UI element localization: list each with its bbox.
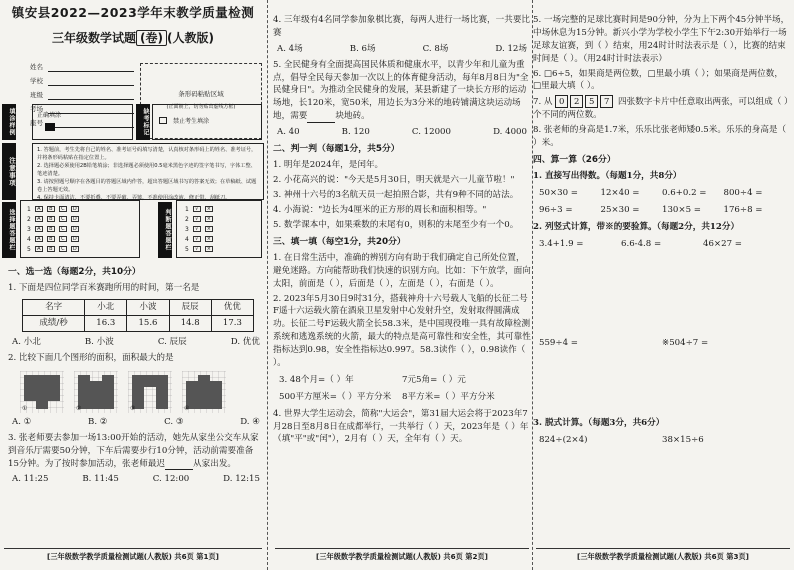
calc-item: 96÷3 = xyxy=(539,204,573,215)
digit-card: 2 xyxy=(570,95,583,108)
unit-conversion-row xyxy=(273,374,531,387)
notice-label: 注意事项 xyxy=(2,143,16,200)
race-time-table xyxy=(22,299,254,332)
bubble-c[interactable]: C xyxy=(59,246,67,252)
table-cell: 15.6 xyxy=(127,316,169,332)
table-cell: 辰辰 xyxy=(169,300,211,316)
vertical-calc-row xyxy=(533,337,791,350)
judge-row: 2 √ × xyxy=(185,215,211,223)
answer-blank[interactable] xyxy=(165,461,193,470)
q3-text: 3. 张老师要去参加一场13:00开始的活动，她先从家坐公交车从家到音乐厅需要50分钟，下车后需要步行10分钟，活动前需要准备15分钟。为了按时参加活动，张老师最迟 xyxy=(8,432,259,469)
calc-item: 38×15÷6 xyxy=(662,435,704,446)
bubble-true[interactable]: √ xyxy=(193,236,201,242)
subtitle-box: (卷) xyxy=(136,30,167,46)
conversion-item: 3. 48个月=（ ）年 xyxy=(279,374,354,385)
missing-mark-box xyxy=(152,104,262,140)
table-cell: 14.8 xyxy=(169,316,211,332)
calc-item: 50×30 = xyxy=(539,187,579,198)
option[interactable]: A. 40 xyxy=(277,127,300,138)
calc-item: 800÷4 = xyxy=(723,187,763,198)
missing-note: 禁止考生填涂 xyxy=(173,118,210,125)
notice-line: 4. 保持卡面清洁，不要折叠、不要弄破、弄皱，不准使用涂改液、修正带、刮纸刀。 xyxy=(37,195,231,202)
option[interactable]: C. 12:00 xyxy=(152,474,190,485)
name-field[interactable] xyxy=(48,71,134,72)
notice-line: 并将条形码粘贴在指定位置上。 xyxy=(37,155,110,162)
calc-1-title: 1. 直接写出得数。（每题1分，共8分） xyxy=(533,171,682,182)
fill-example-box xyxy=(32,104,133,140)
judge-row: 1 √ × xyxy=(185,205,211,213)
bubble-false[interactable]: × xyxy=(206,206,211,212)
page-1 xyxy=(2,4,264,564)
table-cell: 16.3 xyxy=(85,316,127,332)
shape-number: ① xyxy=(22,404,28,412)
bubble-a[interactable]: A xyxy=(35,216,43,222)
judge-item: 5. 数学课本中，如果乘数的末尾有0，则积的末尾至少有一个0。 xyxy=(273,219,519,230)
option[interactable]: D. 优优 xyxy=(230,337,260,348)
option[interactable]: C. 8场 xyxy=(422,43,449,54)
choice-row: 3 A B C D xyxy=(27,224,133,234)
info-label-room: 考场 xyxy=(30,104,43,113)
question-3 xyxy=(8,432,264,471)
option[interactable]: B. 小波 xyxy=(84,337,114,348)
school-field[interactable] xyxy=(48,85,134,86)
fill-question-8: 8. 张老师的身高是1.7米，乐乐比张老师矮0.5米。乐乐的身高是（ ）米。 xyxy=(533,125,787,149)
choice-row: 1 A B C D xyxy=(27,204,133,214)
option[interactable]: A. 11:25 xyxy=(12,474,49,485)
bubble-true[interactable]: √ xyxy=(193,226,201,232)
calc-item: 176÷8 = xyxy=(723,204,763,215)
option[interactable]: D. 4000 xyxy=(493,127,527,138)
bubble-b[interactable]: B xyxy=(47,236,55,242)
bubble-b[interactable]: B xyxy=(47,226,55,232)
bubble-d[interactable]: D xyxy=(71,236,79,242)
section-3-heading: 三、填一填（每空1分，共20分） xyxy=(273,236,406,247)
q5-text: 5. 全民健身有全面提高国民体质和健康水平，以青少年和儿童为重点，倡导全民每天参加一次以上的体育健身活动，每年8月8日为"全民健身日"。为推动全民健身的发展，某县新建了一块长方形的运动场地，长120米，宽50米，用边长为3分米的地砖铺满这块运动场地，需要 xyxy=(273,59,529,122)
judge-answer-grid xyxy=(176,200,262,258)
barcode-label: 条形码粘贴区域 xyxy=(178,89,224,98)
option[interactable]: D. 12场 xyxy=(495,43,527,54)
option[interactable]: B. 11:45 xyxy=(82,474,119,485)
fill-question-4: 4. 世界大学生运动会，简称"大运会"，第31届大运会将于2023年7月28日至8月8日在成都举行，一共举行（ ）天，2023年是（ ）年（填"平"或"闰"），2月有（ ）天，全年有（ ）天。 xyxy=(273,408,529,445)
option[interactable]: B. 6场 xyxy=(349,43,376,54)
table-row xyxy=(23,316,254,332)
conversion-item: 7元5角=（ ）元 xyxy=(402,374,466,385)
fill-question-6: 6. □6÷5，如果商是两位数，□里最小填（ ）；如果商是两位数，□里最大填（ ）。 xyxy=(533,68,783,92)
exam-subtitle xyxy=(2,29,264,47)
section-1-heading: 一、选一选（每题2分，共10分） xyxy=(8,267,141,277)
class-field[interactable] xyxy=(48,99,134,100)
bubble-false[interactable]: × xyxy=(206,246,211,252)
page-1-footer: [三年级数学教学质量检测试题(人教版) 共6页 第1页] xyxy=(4,548,262,564)
choice-row: 4 A B C D xyxy=(27,234,133,244)
calc-item: 46×27 = xyxy=(703,238,743,249)
bubble-d[interactable]: D xyxy=(71,226,79,232)
page-3 xyxy=(533,4,791,564)
oral-calc-row xyxy=(533,187,791,200)
calc-3-title: 3. 脱式计算。（每题3分，共6分） xyxy=(533,418,665,429)
answer-blank[interactable] xyxy=(307,114,335,123)
bubble-c[interactable]: C xyxy=(59,236,67,242)
notice-line: 1. 答题前，考生先将自己的姓名、准考证号码填写清楚，认真核对条形码上的姓名、准考证号， xyxy=(37,147,257,153)
info-label-class: 班级 xyxy=(30,90,43,99)
grid-shape-2 xyxy=(74,371,118,413)
bubble-false[interactable]: × xyxy=(206,236,211,242)
shape-number: ② xyxy=(76,404,82,412)
option[interactable]: A. 小北 xyxy=(12,337,41,348)
digit-card: 7 xyxy=(600,95,613,108)
calc-item: 824÷(2×4) xyxy=(539,435,588,446)
bubble-a[interactable]: A xyxy=(35,236,43,242)
grid-shape-3 xyxy=(128,371,172,413)
bubble-c[interactable]: C xyxy=(59,226,67,232)
option[interactable]: A. 4场 xyxy=(277,43,303,54)
vertical-calc-row xyxy=(533,238,791,251)
filled-sample-icon xyxy=(45,123,55,131)
q3-tail: 从家出发。 xyxy=(193,458,237,469)
bubble-a[interactable]: A xyxy=(35,206,43,212)
conversion-item: 500平方厘米=（ ）平方分米 xyxy=(279,391,392,402)
digit-card: 5 xyxy=(585,95,598,108)
q4-options xyxy=(273,43,531,56)
calc-item: 6.6-4.8 = xyxy=(621,238,662,249)
notice-line: 2. 选择题必须使用2B铅笔填涂；非选择题必须使用0.5毫米黑色字迹的签字笔书写，字体工整、笔迹清楚。 xyxy=(37,163,256,178)
info-label-name: 姓名 xyxy=(30,62,43,71)
option[interactable]: B. ② xyxy=(88,416,108,427)
missing-checkbox[interactable] xyxy=(159,117,167,124)
option[interactable]: A. ① xyxy=(12,416,32,427)
table-cell: 小北 xyxy=(85,300,127,316)
q2-options xyxy=(8,416,264,429)
bubble-a[interactable]: A xyxy=(35,226,43,232)
bubble-true[interactable]: √ xyxy=(193,206,201,212)
grid-shapes xyxy=(20,371,264,413)
fill-question-5: 5. 一场完整的足球比赛时间是90分钟，分为上下两个45分钟半场，中场休息为15分钟。新兴小学为学校小学生下午2:30开始举行一场足球友谊赛，到（ ）结束，用24时计时法表示是（ ），比赛的结束时间是（ ）。（用24时计时法表示） xyxy=(533,15,790,64)
judge-item: 1. 明年是2024年，是闰年。 xyxy=(273,160,384,171)
stepwise-calc-row xyxy=(533,434,791,447)
shape-number: ③ xyxy=(130,404,136,412)
bubble-c[interactable]: C xyxy=(59,206,67,212)
table-header-row xyxy=(23,300,254,316)
missing-mark-label: 缺考标记 xyxy=(136,104,150,140)
section-4-heading: 四、算一算（26分） xyxy=(533,154,616,165)
fill-example-label: 填涂样例 xyxy=(2,104,16,140)
bubble-b[interactable]: B xyxy=(47,216,55,222)
table-cell: 小波 xyxy=(127,300,169,316)
choice-answer-grid xyxy=(20,200,140,258)
bubble-d[interactable]: D xyxy=(71,206,79,212)
calc-item: 3.4+1.9 = xyxy=(539,238,584,249)
work-space[interactable] xyxy=(533,255,791,333)
option[interactable]: C. 12000 xyxy=(411,127,451,138)
bubble-d[interactable]: D xyxy=(71,216,79,222)
calc-2-title: 2. 列竖式计算，带※的要验算。（每题2分，共12分） xyxy=(533,221,740,232)
subtitle-main: 三年级数学试题 xyxy=(52,30,137,45)
bubble-true[interactable]: √ xyxy=(193,216,201,222)
q5-tail: 块地砖。 xyxy=(335,111,370,122)
judge-area-label: 判断题答题栏 xyxy=(158,202,172,258)
page-divider xyxy=(267,0,268,570)
unit-conversion-row xyxy=(273,391,531,404)
calc-item: ※504÷7 = xyxy=(662,337,709,348)
q7-post: 四张数字卡片中任意取出两张，可以组成（ ）个不同的两位数。 xyxy=(533,97,789,121)
table-cell: 17.3 xyxy=(211,316,253,332)
grid-shape-4 xyxy=(182,371,226,413)
q7-pre: 7. 从 xyxy=(533,97,553,108)
barcode-note: (正面朝上，切勿贴出虚线方框) xyxy=(166,103,236,110)
oral-calc-row xyxy=(533,204,791,217)
bubble-c[interactable]: C xyxy=(59,216,67,222)
question-5 xyxy=(273,59,531,123)
choice-row: 5 A B C D xyxy=(27,244,133,254)
judge-item: 4. 小海说："边长为4厘米的正方形的周长和面积相等。" xyxy=(273,204,487,215)
judge-row: 4 √ × xyxy=(185,235,211,243)
bubble-b[interactable]: B xyxy=(47,246,55,252)
bubble-false[interactable]: × xyxy=(206,226,211,232)
bubble-true[interactable]: √ xyxy=(193,246,201,252)
section-1 xyxy=(8,262,264,489)
fill-question-1: 1. 在日常生活中，准确的辨别方向有助于我们确定自己所处位置，避免迷路。方向能帮助我们快速的识别方向。比如：下午放学，面向太阳，前面是（ ），后面是（ ），左面是（ ），右面是（ ）。 xyxy=(273,252,531,289)
calc-item: 0.6+0.2 = xyxy=(662,187,707,198)
page-2-footer: [三年级数学教学质量检测试题(人教版) 共6页 第2页] xyxy=(275,548,529,564)
judge-row: 5 √ × xyxy=(185,245,211,253)
judge-row: 3 √ × xyxy=(185,225,211,233)
grid-shape-1 xyxy=(20,371,64,413)
info-label-seat: 座号 xyxy=(30,118,43,127)
page-3-footer: [三年级数学教学质量检测试题(人教版) 共6页 第3页] xyxy=(536,548,790,564)
fill-correct-text: 正确填涂 xyxy=(37,112,62,119)
notice-box xyxy=(32,143,264,200)
bubble-b[interactable]: B xyxy=(47,206,55,212)
bubble-d[interactable]: D xyxy=(71,246,79,252)
question-2: 2. 比较下面几个图形的面积，面积最大的是 xyxy=(8,352,174,363)
page-2 xyxy=(273,4,531,564)
digit-card: 0 xyxy=(555,95,568,108)
q1-options xyxy=(8,336,264,349)
info-label-school: 学校 xyxy=(30,76,43,85)
conversion-item: 8平方米=（ ）平方分米 xyxy=(402,391,495,402)
question-4: 4. 三年级有4名同学参加象棋比赛，每两人进行一场比赛，一共要比赛 xyxy=(273,15,531,38)
q5-options xyxy=(273,126,531,139)
exam-title: 镇安县2022—2023学年末教学质量检测 xyxy=(11,5,255,20)
work-space[interactable] xyxy=(533,353,791,415)
calc-item: 25×30 = xyxy=(600,204,640,215)
option[interactable]: D. ④ xyxy=(240,416,260,427)
shape-number: ④ xyxy=(184,404,190,412)
table-cell: 名字 xyxy=(23,300,85,316)
calc-item: 12×40 = xyxy=(600,187,640,198)
section-2-heading: 二、判一判（每题1分，共5分） xyxy=(273,144,400,155)
option[interactable]: C. 辰辰 xyxy=(157,337,187,348)
question-1: 1. 下面是四位同学百米赛跑所用的时间，第一名是 xyxy=(8,283,200,294)
calc-item: 559÷4 = xyxy=(539,337,579,348)
bubble-false[interactable]: × xyxy=(206,216,211,222)
fill-question-7 xyxy=(533,95,791,122)
subtitle-edition: (人教版) xyxy=(167,30,214,45)
q3-options xyxy=(8,473,264,486)
option[interactable]: C. ③ xyxy=(164,416,184,427)
judge-item: 2. 小花高兴的说："今天是5月30日，明天就是六一儿童节啦！" xyxy=(273,175,515,186)
fill-question-2: 2. 2023年5月30日9时31分，搭载神舟十六号载人飞船的长征二号F遥十六运载火箭在酒泉卫星发射中心发射升空，发射取得圆满成功。长征二号F运载火箭全长58.3米，是中国现役唯一具有故障检测系统和逃逸系统的火箭，最大的特点是高可靠性和安全性，其可靠性指标达到0.98，安全性指标达0.997。58.3读作（ ），0.98读作（ ）。 xyxy=(273,293,531,368)
table-cell: 优优 xyxy=(211,300,253,316)
option[interactable]: B. 120 xyxy=(341,127,370,138)
judge-item: 3. 神州十六号的3名航天员一起拍照合影，共有9种不同的站法。 xyxy=(273,189,519,200)
choice-area-label: 选择题答题栏 xyxy=(2,202,16,258)
choice-row: 2 A B C D xyxy=(27,214,133,224)
calc-item: 130×5 = xyxy=(662,204,702,215)
table-cell: 成绩/秒 xyxy=(23,316,85,332)
bubble-a[interactable]: A xyxy=(35,246,43,252)
option[interactable]: D. 12:15 xyxy=(223,474,260,485)
notice-line: 3. 请按照题号顺序在各题目的答题区域内作答，超出答题区域书写的答案无效；在草稿纸、试题卷上答题无效。 xyxy=(37,179,257,194)
